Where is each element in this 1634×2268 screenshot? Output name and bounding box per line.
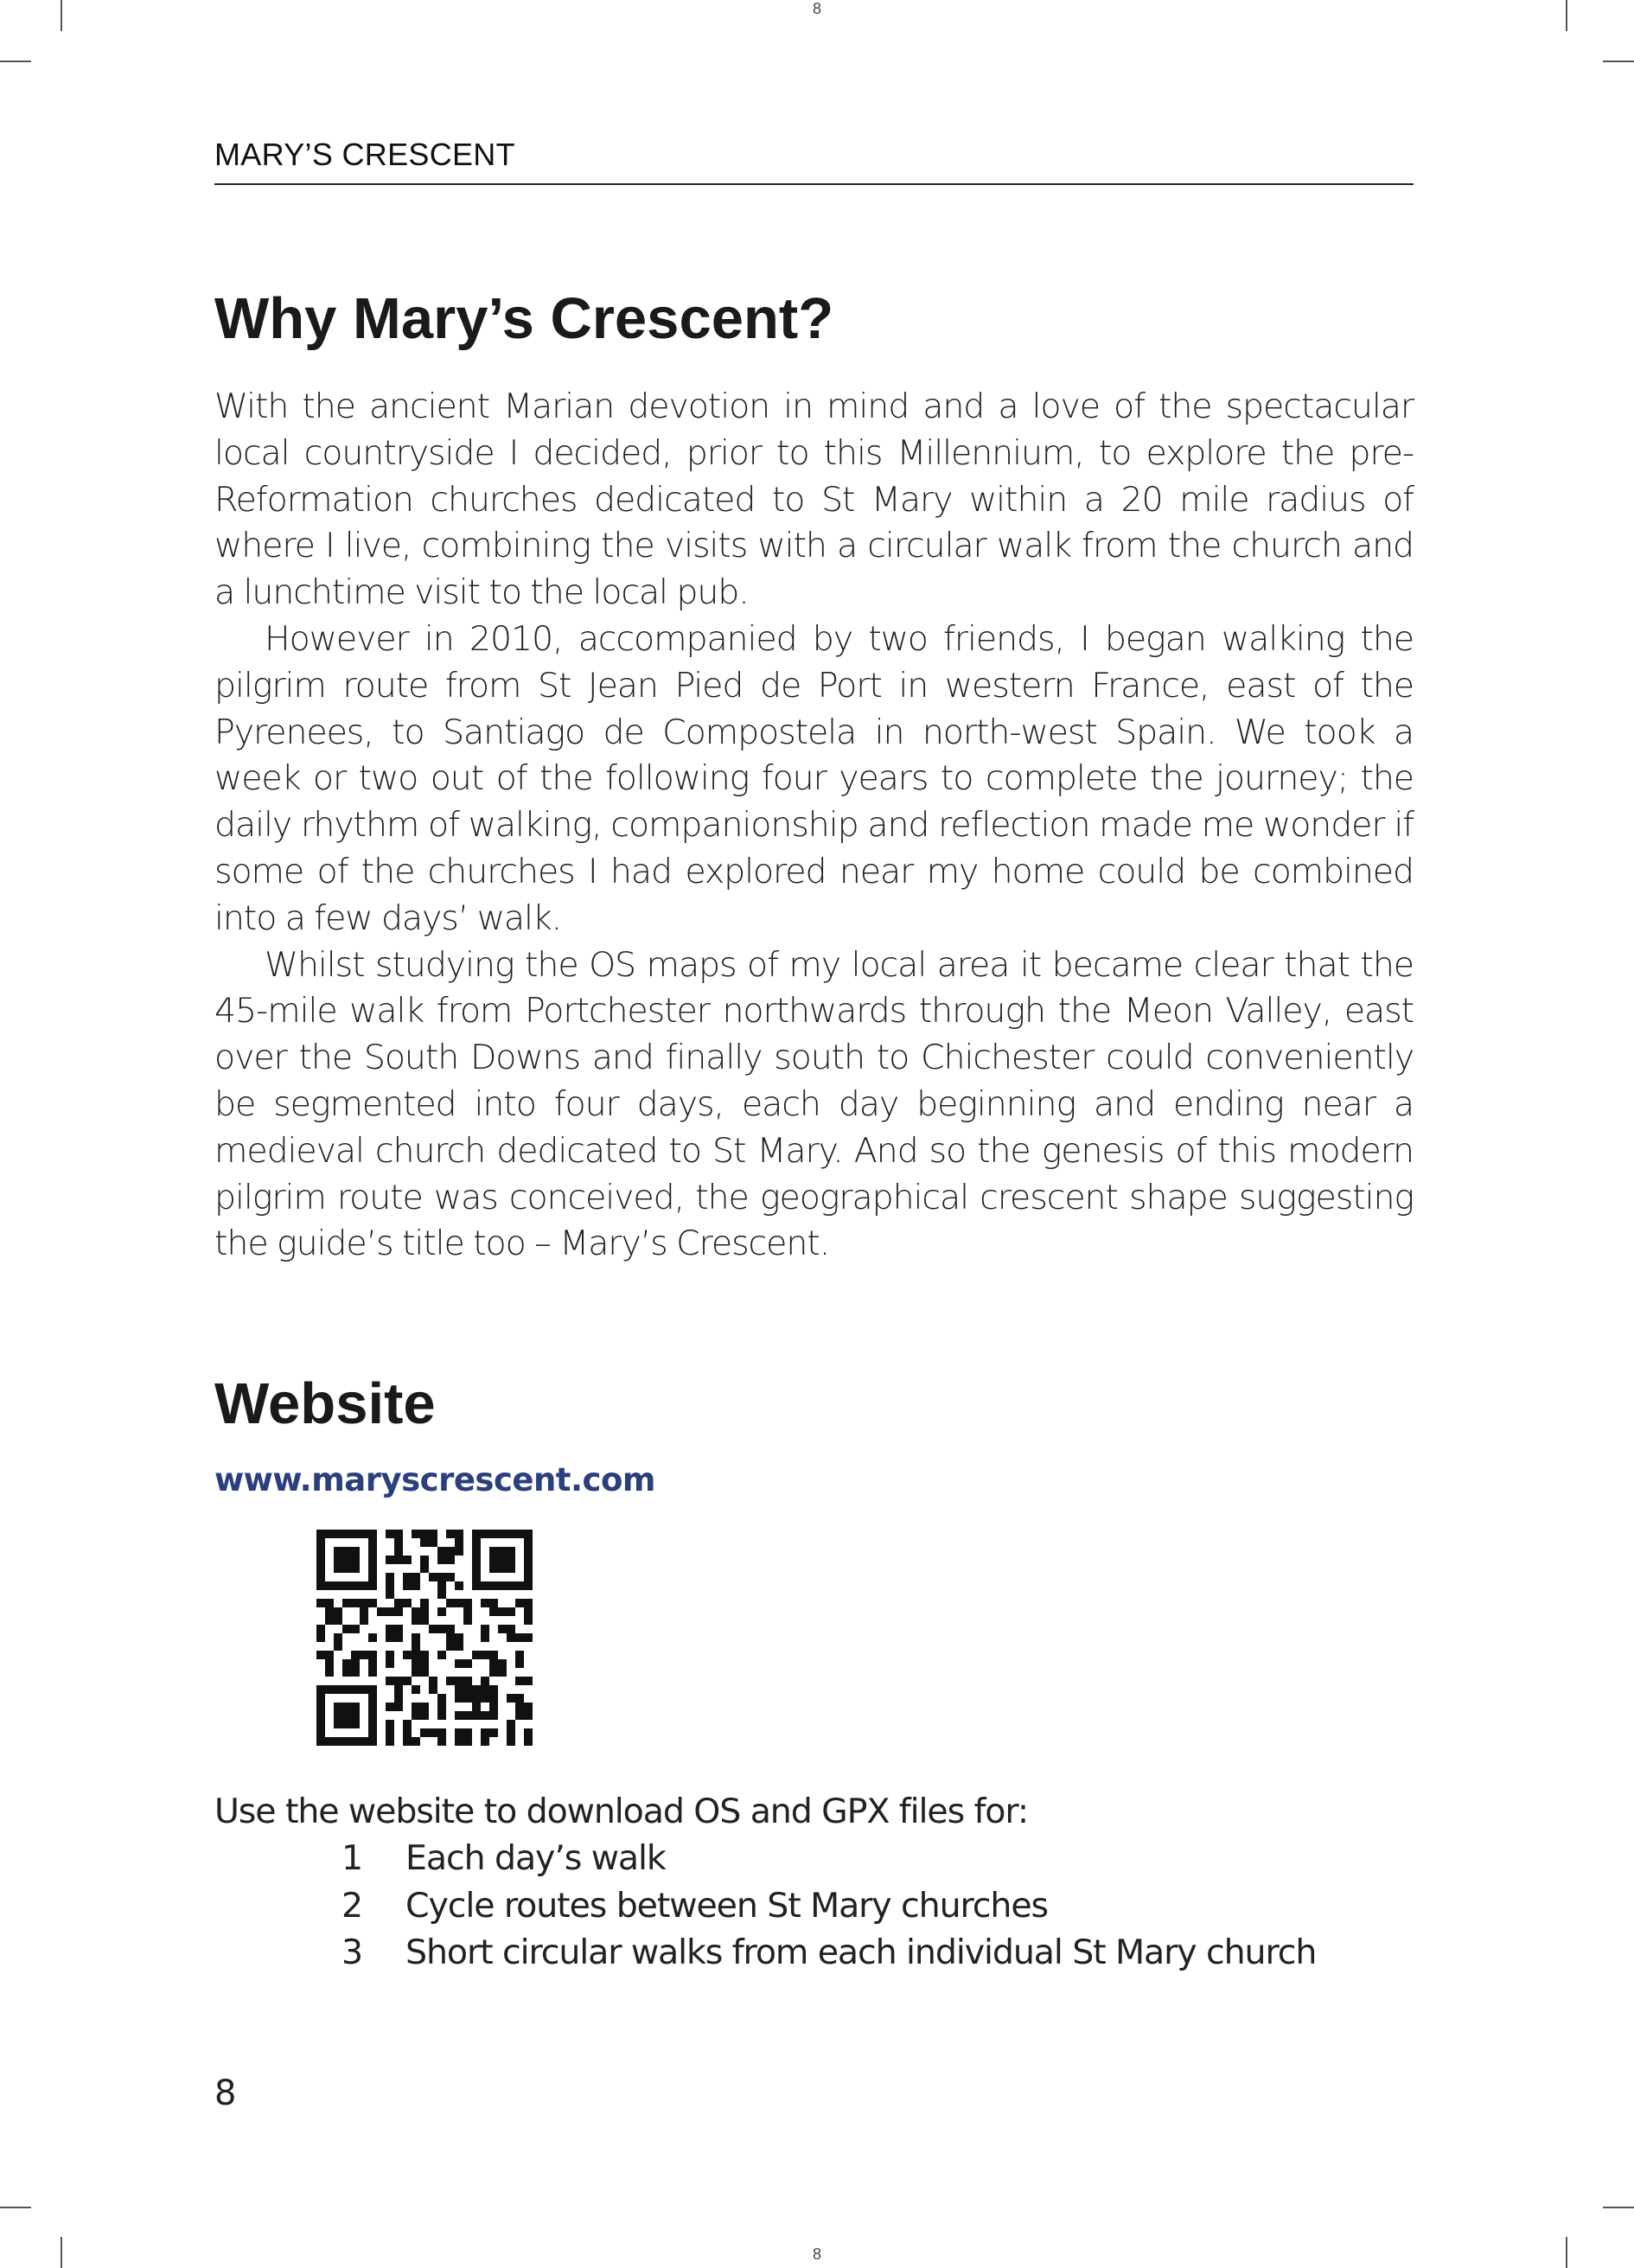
list-item xyxy=(341,1929,1316,1977)
page-number: 8 xyxy=(214,2073,237,2113)
list-item-text: Short circular walks from each individual St Mary church xyxy=(405,1933,1317,1972)
crop-mark xyxy=(61,0,62,31)
crop-mark xyxy=(0,2207,31,2208)
paragraph: Whilst studying the OS maps of my local area it became clear that the 45-mile walk from Portchester northwards through the Meon Valley, east over the South Downs and finally south to Chichester could conveniently be segmented into four days, each day beginning and ending near a medieval church dedicated to St Mary. And so the genesis of this modern pilgrim route was conceived, the geographical crescent shape suggesting the guide’s title too – Mary’s Crescent. xyxy=(214,944,1414,1264)
slug-top: 8 xyxy=(812,0,821,17)
list-item-text: Each day’s walk xyxy=(405,1838,666,1878)
website-section-title: Website xyxy=(214,1371,436,1436)
list-item-text: Cycle routes between St Mary churches xyxy=(405,1885,1049,1926)
website-link[interactable]: www.maryscrescent.com xyxy=(214,1461,655,1498)
paragraph: With the ancient Marian devotion in mind and a love of the spectacular local countryside I decided, prior to this Millennium, to explore the pre-Reformation churches dedicated to St Mary within a 20 mile radius of where I live, combining the visits with a circular walk from the church and a lunchtime visit to the local pub. xyxy=(214,387,1414,613)
list-item-number: 1 xyxy=(341,1838,363,1878)
crop-mark xyxy=(1603,61,1634,62)
qr-code-icon xyxy=(316,1529,533,1747)
list-item-number: 3 xyxy=(341,1933,363,1972)
list-item xyxy=(341,1882,1316,1930)
download-list xyxy=(341,1835,1316,1977)
running-head-rule xyxy=(214,183,1414,185)
slug-bottom: 8 xyxy=(812,2246,821,2263)
crop-mark xyxy=(1566,2237,1567,2268)
paragraph: However in 2010, accompanied by two friends, I began walking the pilgrim route from St Jean Pied de Port in western France, east of the Pyrenees, to Santiago de Compostela in north-west Spain. We took a week or two out of the following four years to complete the journey; the daily rhythm of walking, companionship and reflection made me wonder if some of the churches I had explored near my home could be combined into a few days’ walk. xyxy=(214,618,1414,938)
crop-mark xyxy=(61,2237,62,2268)
crop-mark xyxy=(1566,0,1567,31)
list-item-number: 2 xyxy=(341,1885,363,1926)
download-intro-text: Use the website to download OS and GPX files for: xyxy=(214,1792,1029,1831)
why-section-body xyxy=(214,384,1414,1268)
crop-mark xyxy=(1603,2207,1634,2208)
crop-mark xyxy=(0,61,31,62)
why-section-title: Why Mary’s Crescent? xyxy=(214,286,834,351)
list-item xyxy=(341,1835,1316,1882)
running-head: MARY’S CRESCENT xyxy=(214,137,515,172)
